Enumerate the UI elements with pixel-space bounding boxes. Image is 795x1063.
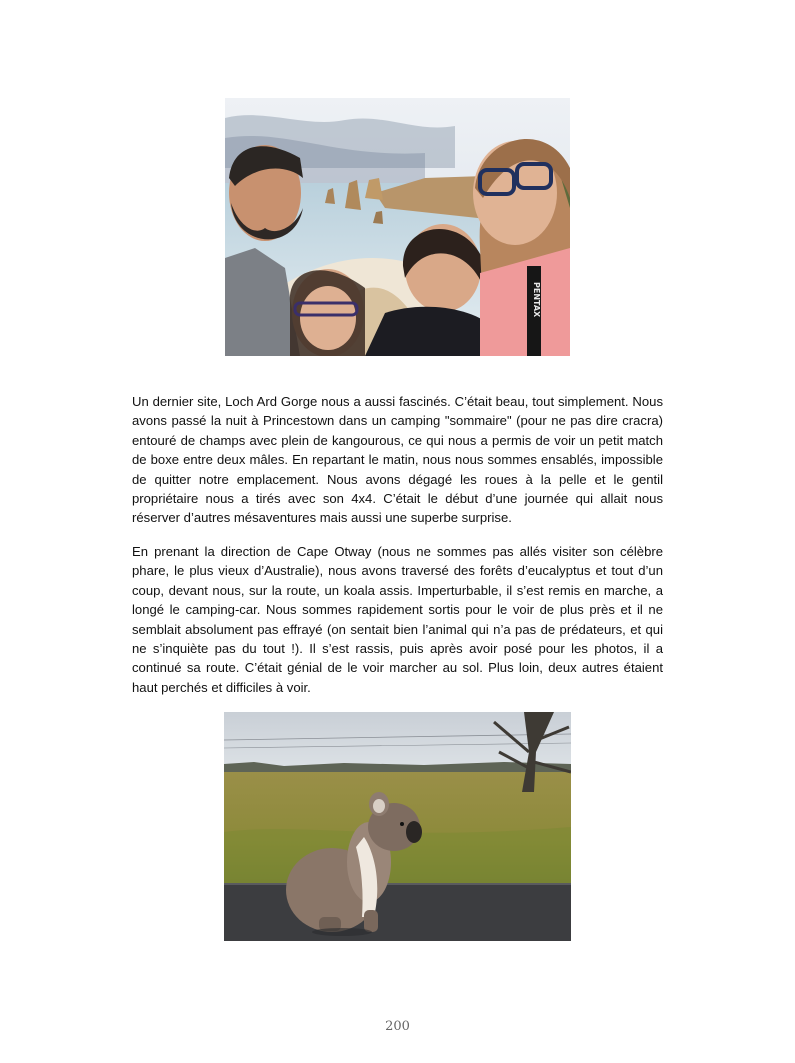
body-paragraph-1: Un dernier site, Loch Ard Gorge nous a aussi fascinés. C’était beau, tout simplement. Nous avons passé la nuit à Princestown dans un camping "sommaire" (pour ne pas dire cracra) entouré de champs avec plein de kangourous, ce qui nous a permis de voir un petit match de boxe entre deux mâles. En repartant le matin, nous nous sommes ensablés, impossible de quitter notre emplacement. Nous avons dégagé les roues à la pelle et le gentil propriétaire nous a tirés avec son 4x4. C’était le début d’une journée qui allait nous réserver d’autres mésaventures mais aussi une superbe surprise. xyxy=(132,394,663,526)
family-selfie-photo xyxy=(225,98,570,356)
koala-photo xyxy=(224,712,571,941)
body-paragraph-2: En prenant la direction de Cape Otway (nous ne sommes pas allés visiter son célèbre phare, le plus vieux d’Australie), nous avons traversé des forêts d’eucalyptus et tout d’un coup, devant nous, sur la route, un koala assis. Imperturbable, il s’est remis en marche, a longé le camping-car. Nous sommes rapidement sortis pour le voir de plus près et il ne semblait absolument pas effrayé (on sentait bien l’animal qui n’a pas de prédateurs, et qui ne s’inquiète pas du tout !). Il s’est rassis, puis après avoir posé pour les photos, il a continué sa route. C’était génial de le voir marcher au sol. Plus loin, deux autres étaient haut perchés et difficiles à voir. xyxy=(132,544,663,695)
page-number: 200 xyxy=(385,1019,410,1034)
camera-strap-text: PENTAX xyxy=(532,282,541,318)
